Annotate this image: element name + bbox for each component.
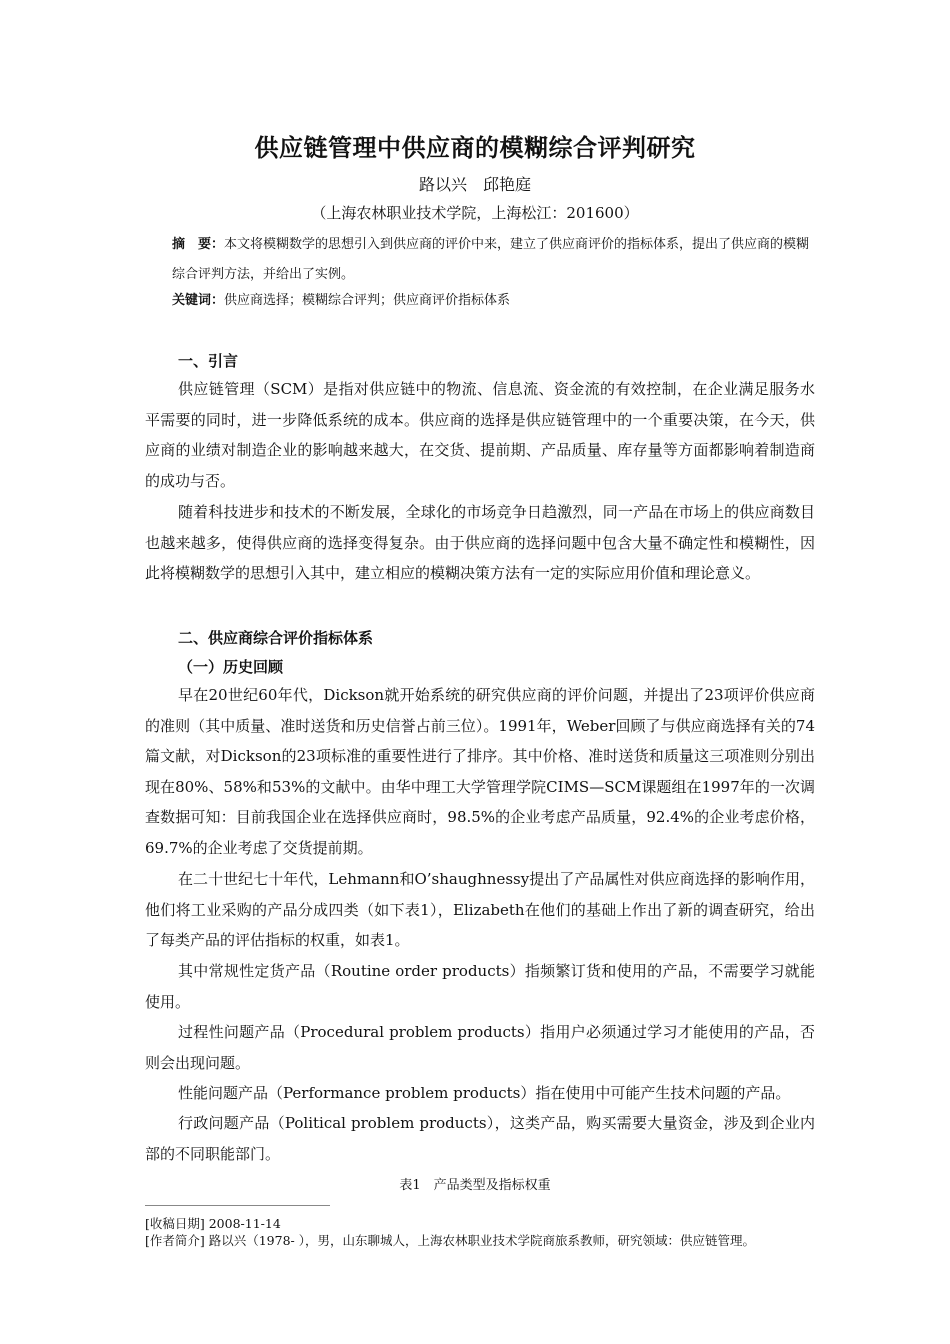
footnote-received: [收稿日期] 2008-11-14: [145, 1216, 281, 1231]
paragraph: 早在20世纪60年代，Dickson就开始系统的研究供应商的评价问题，并提出了23项评价供应商的准则（其中质量、准时送货和历史信誉占前三位）。1991年，Weber回顾了与供应商选择有关的74篇文献，对Dickson的23项标准的重要性进行了排序。其中价格、准时送货和质量这三项准则分别出现在80%、58%和53%的文献中。由华中理工大学管理学院CIMS—SCM课题组在1997年的一次调查数据可知：目前我国企业在选择供应商时，98.5%的企业考虑产品质量，92.4%的企业考虑价格，69.7%的企业考虑了交货提前期。: [145, 686, 815, 857]
table-caption: 表1 产品类型及指标权重: [399, 1178, 551, 1193]
abstract-label: 摘 要：: [172, 237, 225, 252]
affiliation: （上海农林职业技术学院，上海松江：201600）: [311, 204, 639, 222]
keywords-label: 关键词：: [172, 293, 225, 308]
paragraph: 过程性问题产品（Procedural problem products）指用户必须通过学习才能使用的产品，否则会出现问题。: [145, 1023, 815, 1072]
footnote-author-bio: [作者简介] 路以兴（1978- ），男，山东聊城人，上海农林职业技术学院商旅系教师，研究领域：供应链管理。: [145, 1233, 755, 1248]
subsection-heading-history: （一）历史回顾: [178, 658, 284, 676]
paragraph: 供应链管理（SCM）是指对供应链中的物流、信息流、资金流的有效控制，在企业满足服务水平需要的同时，进一步降低系统的成本。供应商的选择是供应链管理中的一个重要决策，在今天，供应商的业绩对制造企业的影响越来越大，在交货、提前期、产品质量、库存量等方面都影响着制造商的成功与否。: [145, 380, 815, 490]
abstract-text: 本文将模糊数学的思想引入到供应商的评价中来，建立了供应商评价的指标体系，提出了供应商的模糊综合评判方法，并给出了实例。: [172, 237, 810, 282]
paragraph: 性能问题产品（Performance problem products）指在使用中可能产生技术问题的产品。: [178, 1084, 791, 1102]
paragraph: 其中常规性定货产品（Routine order products）指频繁订货和使用的产品，不需要学习就能使用。: [145, 962, 815, 1011]
paragraph: 在二十世纪七十年代，Lehmann和O’shaughnessy提出了产品属性对供应商选择的影响作用，他们将工业采购的产品分成四类（如下表1），Elizabeth在他们的基础上作出了新的调查研究，给出了每类产品的评估指标的权重，如表1。: [145, 870, 815, 949]
paper-title: 供应链管理中供应商的模糊综合评判研究: [254, 134, 696, 162]
paragraph: 随着科技进步和技术的不断发展，全球化的市场竞争日趋激烈，同一产品在市场上的供应商数目也越来越多，使得供应商的选择变得复杂。由于供应商的选择问题中包含大量不确定性和模糊性，因此将模糊数学的思想引入其中，建立相应的模糊决策方法有一定的实际应用价值和理论意义。: [145, 503, 815, 582]
paragraph: 行政问题产品（Political problem products），这类产品，购买需要大量资金，涉及到企业内部的不同职能部门。: [145, 1114, 815, 1163]
section-heading-indicators: 二、供应商综合评价指标体系: [178, 629, 374, 647]
keywords-text: 供应商选择；模糊综合评判；供应商评价指标体系: [224, 293, 511, 308]
abstract: [172, 230, 812, 290]
keywords: [172, 288, 812, 314]
section-heading-intro: 一、引言: [178, 352, 239, 370]
footnote-divider: [145, 1205, 330, 1206]
authors: 路以兴 邱艳庭: [418, 175, 531, 194]
